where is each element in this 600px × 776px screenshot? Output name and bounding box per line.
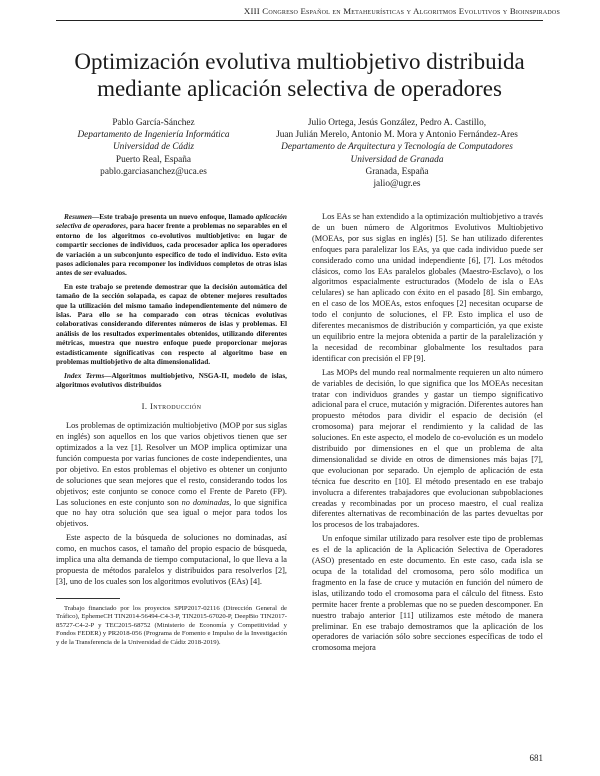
body-paragraph xyxy=(56,421,287,530)
author-department: Departamento de Arquitectura y Tecnología de Computadores xyxy=(281,142,513,153)
author-department: Departamento de Ingeniería Informática xyxy=(77,130,230,141)
author-university: Universidad de Granada xyxy=(350,154,444,165)
page-number: 681 xyxy=(529,753,543,763)
index-terms-label: Index Terms xyxy=(64,370,105,380)
running-header: XIII Congreso Español en Metaheurísticas y Algoritmos Evolutivos y Bioinspirados xyxy=(243,6,560,16)
body-text: , lo que significa que no hay otra solución que sea igual o mejor para todos los objetivos. xyxy=(56,497,287,529)
author-city: Granada, España xyxy=(365,166,429,177)
right-column xyxy=(312,212,543,657)
footnote-rule xyxy=(56,598,120,599)
author-email: pablo.garciasanchez@uca.es xyxy=(100,166,207,177)
header-rule xyxy=(56,20,543,21)
author-city: Puerto Real, España xyxy=(115,154,192,165)
body-paragraph: Los EAs se han extendido a la optimización multiobjetivo a través de un buen número de Algoritmos Evolutivos Multiobjetivo (MOEAs, por sus siglas en inglés) [5]. Se han utilizado diferentes enfoques para paralelizar los EAs, ya que cada individuo puede ser considerado como una unidad independiente [6], [7]. Los métodos clásicos, como los EAs paralelos globales (Maestro-Esclavo), o los algoritmos espacialmente estructurados (Modelo de isla o EAs celulares) se han aplicado con éxito en el pasado [8]. Sin embargo, en el caso de los MOEAs, estos enfoques [2] necesitan ocuparse de todo el conjunto de soluciones, el FP. Esto implica el uso de diferentes mecanismos de distribución y compartición, ya que existe un equilibrio entre la mejora obtenida a partir de la paralelización y la necesidad de recombinar globalmente los resultados para identificar con precisión el FP [9]. xyxy=(312,212,543,363)
funding-footnote: Trabajo financiado por los proyectos SPIP2017-02116 (Dirección General de Tráfico), EphemeCH TIN2014-56494-C4-3-P, TIN2015-67020-P, DeepBio TIN2017-85727-C4-2-P y TEC2015-68752 (Ministerio de Economía y Competitividad y Fondos FEDER) y PR2018-056 (Programa de Fomento e Impulso de la Investigación y de la Transferencia de la Universidad de Cádiz 2018-2019). xyxy=(56,604,287,646)
body-emphasis: no dominadas xyxy=(181,497,230,507)
body-paragraph: Este aspecto de la búsqueda de soluciones no dominadas, así como, en muchos casos, el tamaño del propio espacio de búsqueda, implica una alta demanda de tiempo computacional, lo que lleva a la propuesta de métodos paralelos y distribuidos para resolverlos [2], [3], uno de los cuales son los algoritmos evolutivos (EAs) [4]. xyxy=(56,533,287,586)
left-column xyxy=(56,212,287,647)
abstract-text: , para hacer frente a problemas no separables en el entorno de los algoritmos co-evolutivos multiobjetivo: en lugar de compartir secciones de individuos, cada procesador aplica los operadores de variación a un subconjunto específico de todo el individuo. Esto evita pasos adicionales para recomponer los individuos completos de otras islas antes de ser evaluados. xyxy=(56,221,287,278)
body-text: Los problemas de optimización multiobjetivo (MOP por sus siglas en inglés) son aquellos en los que varios objetivos tienen que ser optimizados a la vez [1]. Resolver un MOP implica optimizar una función compuesta por varias funciones de coste independientes, una por objetivo. En estos problemas el objetivo es obtener un conjunto de soluciones que sean mejores que el resto, considerando todos los objetivos; este conjunto se conoce como el Frente de Pareto (FP). Las soluciones en este conjunto son xyxy=(56,421,287,507)
section-heading: I. Introducción xyxy=(141,401,202,412)
author-university: Universidad de Cádiz xyxy=(112,142,195,153)
paper-title: Optimización evolutiva multiobjetivo distribuida mediante aplicación selectiva de operadores xyxy=(74,49,525,101)
index-terms xyxy=(56,371,287,390)
abstract-emphasis: aplicación selectiva de operadores xyxy=(56,212,287,231)
author-email: jalio@ugr.es xyxy=(373,179,421,190)
author-name: Pablo García-Sánchez xyxy=(112,118,195,128)
author-names-line1: Julio Ortega, Jesús González, Pedro A. Castillo, xyxy=(307,118,487,128)
abstract-label: Resumen— xyxy=(64,212,100,221)
body-paragraph: Un enfoque similar utilizado para resolver este tipo de problemas es el de la aplicación de la Aplicación Selectiva de Operadores (ASO) presentado en este documento. En este caso, cada isla se ocupa de la totalidad del cromosoma, pero sólo modifica un fragmento en la fase de cruce y mutación en función del número de islas, utilizando todo el cromosoma para el cálculo del fitness. Esto permite hacer frente a problemas que no se pueden descomponer. En nuestro trabajo anterior [11] utilizamos este método de manera preliminar. En ese trabajo demostramos que la aplicación de los operadores de variación sólo sobre secciones específicas de todo el cromosoma mejora xyxy=(312,534,543,653)
author-names-line2: Juan Julián Merelo, Antonio M. Mora y Antonio Fernández-Ares xyxy=(276,130,518,141)
author-block-right xyxy=(232,117,562,190)
abstract-text: Este trabajo presenta un nuevo enfoque, llamado xyxy=(99,212,256,221)
author-block-left xyxy=(56,117,251,178)
abstract-paragraph-2: En este trabajo se pretende demostrar que la decisión automática del tamaño de la sección solapada, es capaz de obtener mejores resultados que la utilización del mismo tamaño independientemente del número de islas. Para ello se ha comparado con otras técnicas evolutivas colaborativas considerando diferentes números de islas y problemas. El análisis de los resultados experimentales obtenidos, utilizando diferentes métricas, muestra que nuestro enfoque puede proporcionar mejoras estadísticamente significativas con respecto al algoritmo base en problemas multiobjetivo de alta dimensionalidad. xyxy=(56,281,287,367)
index-terms-text: —Algoritmos multiobjetivo, NSGA-II, modelo de islas, algoritmos evolutivos distribuidos xyxy=(56,370,287,389)
abstract-paragraph-1 xyxy=(56,212,287,278)
body-paragraph: Las MOPs del mundo real normalmente requieren un alto número de variables de decisión, lo que significa que los MOEAs necesitan tratar con individuos grandes y gastar un tiempo significativo adicional para el cruce, mutación y migración. Diferentes autores han propuesto métodos para dividir el espacio de decisión (el cromosoma) para mejorar el rendimiento y la calidad de las soluciones. En este aspecto, el modelo de co-evolución es un modelo distribuido por dimensiones en el que un problema de alta dimensionalidad se divide en otros de dimensiones más bajas [7], que evolucionan por separado. Un ejemplo de aplicación de esta técnica fue descrito en [10]. El método presentado en ese trabajo involucra a diferentes trabajadores que evolucionan subpoblaciones creadas y recombinadas por un proceso maestro, el cual realiza diferentes alternativas de recombinación de las partes devueltas por los procesos de los trabajadores. xyxy=(312,367,543,530)
